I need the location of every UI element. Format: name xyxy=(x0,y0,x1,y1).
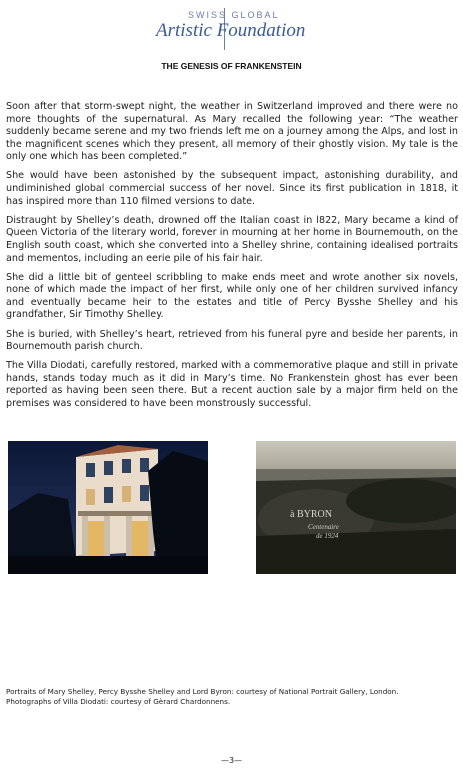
paragraph-6: The Villa Diodati, carefully restored, marked with a commemorative plaque and still in private hands, stands today much as it did in Mary’s time. No Frankenstein ghost has ever been reported as having been seen there. But a recent auction sale by a major firm held on the premises was considered to have been monstrously successful. xyxy=(6,360,458,409)
credit-line-1: Portraits of Mary Shelley, Percy Bysshe Shelley and Lord Byron: courtesy of National Portrait Gallery, London. xyxy=(6,687,399,696)
villa-diodati-photo xyxy=(8,441,208,574)
logo-line-2: Artistic Foundation xyxy=(156,20,306,41)
plaque-illustration xyxy=(256,441,456,574)
paragraph-2: She would have been astonished by the subsequent impact, astonishing durability, and undiminished global commercial success of her novel. Since its first publication in 1818, it has inspired more than 110 filmed versions to date. xyxy=(6,170,458,207)
photo-credits xyxy=(6,687,458,707)
paragraph-4: She did a little bit of genteel scribbling to make ends meet and wrote another six novels, none of which made the impact of her first, while only one of her children survived infancy and eventually became heir to the estates and title of Percy Bysshe Shelley and his grandfather, Sir Timothy Shelley. xyxy=(6,271,458,321)
article-body xyxy=(6,101,458,417)
paragraph-1: Soon after that storm-swept night, the weather in Switzerland improved and there were no more thoughts of the supernatural. As Mary recalled the following year: “The weather suddenly became serene and my two friends left me on a journey among the Alps, and lost in the magnificent scenes which they present, all memory of their ghostly vision. My tale is the only one which has been completed.” xyxy=(6,101,458,163)
plaque-line-2: Centenaire xyxy=(308,523,339,531)
villa-illustration xyxy=(8,441,208,574)
page-title: THE GENESIS OF FRANKENSTEIN xyxy=(161,61,302,71)
page-number: —3— xyxy=(220,756,243,765)
byron-plaque-photo xyxy=(256,441,456,574)
plaque-line-3: de 1924 xyxy=(316,532,339,540)
foundation-logo xyxy=(150,4,306,54)
plaque-line-1: à BYRON xyxy=(290,509,332,520)
logo-line-1: SWISS GLOBAL xyxy=(188,10,280,20)
paragraph-5: She is buried, with Shelley’s heart, retrieved from his funeral pyre and beside her parents, in Bournemouth parish church. xyxy=(6,328,458,353)
credit-line-2: Photographs of Villa Diodati: courtesy of Gèrard Chardonnens. xyxy=(6,697,231,706)
paragraph-3: Distraught by Shelley’s death, drowned off the Italian coast in l822, Mary became a kind of Queen Victoria of the literary world, forever in mourning at her home in Bournemouth, on the English south coast, which she converted into a Shelley shrine, containing idealised portraits and mementos, including an eerie pile of his fair hair. xyxy=(6,214,458,264)
